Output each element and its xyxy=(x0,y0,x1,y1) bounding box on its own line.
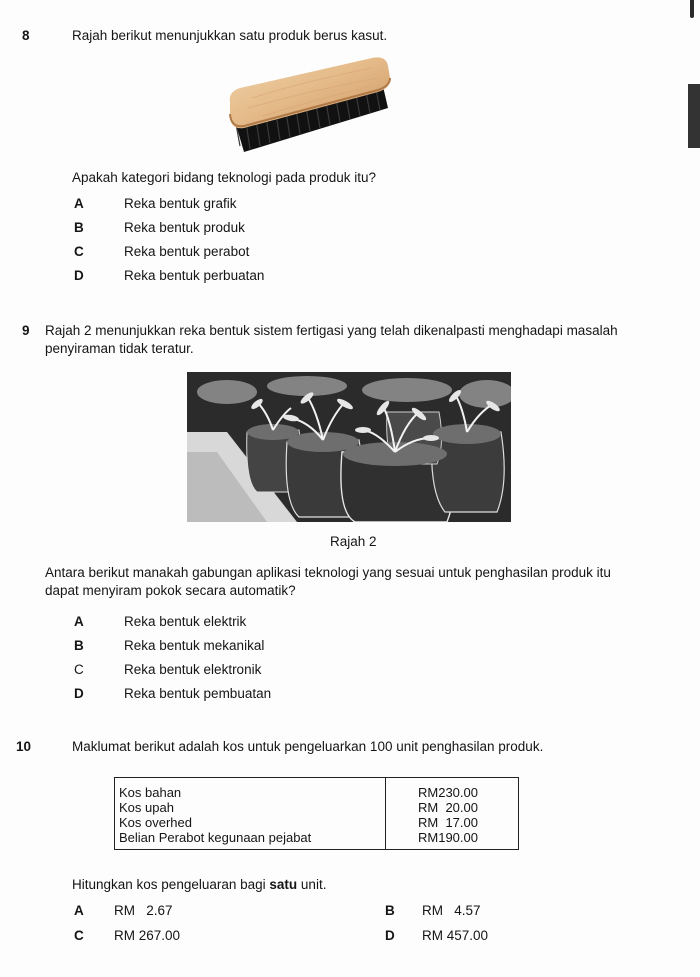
cost-value: RM 17.00 xyxy=(418,815,478,830)
q10-option-c-letter[interactable]: C xyxy=(74,928,84,943)
q10-option-a-letter[interactable]: A xyxy=(74,903,84,918)
q8-option-a-text[interactable]: Reka bentuk grafik xyxy=(124,196,237,211)
shoe-brush-image xyxy=(222,52,392,158)
q9-stem-line1: Rajah 2 menunjukkan reka bentuk sistem fertigasi yang telah dikenalpasti menghadapi masalah xyxy=(45,323,618,338)
fertigation-photo xyxy=(187,372,511,522)
q10-option-b-letter[interactable]: B xyxy=(385,903,395,918)
table-row xyxy=(115,778,519,801)
cost-value: RM 20.00 xyxy=(418,800,478,815)
table-row xyxy=(115,830,519,850)
q10-question xyxy=(72,877,326,892)
q9-number: 9 xyxy=(22,323,30,338)
table-row xyxy=(115,800,519,815)
q9-option-a-letter[interactable]: A xyxy=(74,614,84,629)
cost-item: Kos upah xyxy=(115,800,386,815)
scan-edge-mark-top xyxy=(690,0,694,18)
q9-option-c-letter[interactable]: C xyxy=(74,662,84,677)
q9-option-b-letter[interactable]: B xyxy=(74,638,84,653)
q8-number: 8 xyxy=(22,28,30,43)
q10-question-post: unit. xyxy=(297,877,327,892)
q10-question-pre: Hitungkan kos pengeluaran bagi xyxy=(72,877,270,892)
q10-option-d-text[interactable]: RM 457.00 xyxy=(422,928,489,943)
q8-option-c-letter[interactable]: C xyxy=(74,244,84,259)
cost-value: RM230.00 xyxy=(418,785,478,800)
cost-table xyxy=(114,777,519,850)
q10-question-bold: satu xyxy=(269,877,298,892)
q10-stem: Maklumat berikut adalah kos untuk pengeluarkan 100 unit penghasilan produk. xyxy=(72,739,544,754)
cost-item: Kos overhed xyxy=(115,815,386,830)
q8-stem: Rajah berikut menunjukkan satu produk berus kasut. xyxy=(72,28,388,43)
q10-option-a-text[interactable]: RM 2.67 xyxy=(114,903,173,918)
q8-option-a-letter[interactable]: A xyxy=(74,196,84,211)
q9-option-b-text[interactable]: Reka bentuk mekanikal xyxy=(124,638,265,653)
q8-option-b-letter[interactable]: B xyxy=(74,220,84,235)
q9-question-line1: Antara berikut manakah gabungan aplikasi teknologi yang sesuai untuk penghasilan produk itu xyxy=(45,565,611,580)
q9-figure-caption: Rajah 2 xyxy=(330,534,377,549)
scan-edge-mark-bottom xyxy=(688,84,700,148)
q8-option-c-text[interactable]: Reka bentuk perabot xyxy=(124,244,250,259)
q8-option-b-text[interactable]: Reka bentuk produk xyxy=(124,220,245,235)
q10-option-b-text[interactable]: RM 4.57 xyxy=(422,903,481,918)
q8-option-d-letter[interactable]: D xyxy=(74,268,84,283)
cost-item: Belian Perabot kegunaan pejabat xyxy=(115,830,386,850)
q9-stem-line2: penyiraman tidak teratur. xyxy=(45,341,194,356)
q8-question: Apakah kategori bidang teknologi pada produk itu? xyxy=(72,170,376,185)
table-row xyxy=(115,815,519,830)
q9-option-c-text[interactable]: Reka bentuk elektronik xyxy=(124,662,262,677)
q9-option-d-letter[interactable]: D xyxy=(74,686,84,701)
q10-option-d-letter[interactable]: D xyxy=(385,928,395,943)
q10-number: 10 xyxy=(16,739,32,754)
q10-option-c-text[interactable]: RM 267.00 xyxy=(114,928,181,943)
q9-option-a-text[interactable]: Reka bentuk elektrik xyxy=(124,614,247,629)
q8-option-d-text[interactable]: Reka bentuk perbuatan xyxy=(124,268,265,283)
cost-value: RM190.00 xyxy=(418,830,478,845)
q9-option-d-text[interactable]: Reka bentuk pembuatan xyxy=(124,686,272,701)
q9-question-line2: dapat menyiram pokok secara automatik? xyxy=(45,583,296,598)
cost-item: Kos bahan xyxy=(115,778,386,801)
